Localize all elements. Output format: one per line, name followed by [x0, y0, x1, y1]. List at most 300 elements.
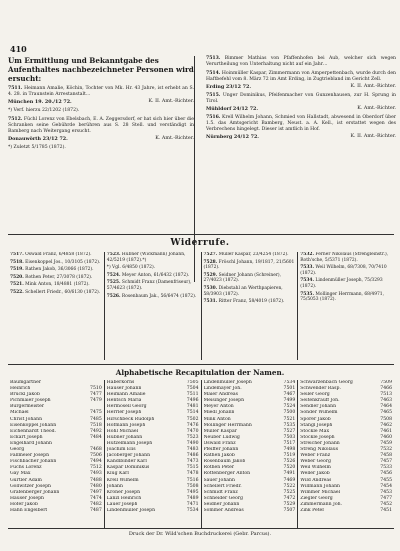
index-name: Streng Nikolaus: [300, 447, 339, 453]
index-page-ref: 7464: [380, 404, 392, 410]
index-page-ref: 7485: [90, 416, 102, 422]
index-name: Sporer Jakob: [300, 416, 331, 422]
index-page-ref: 7525: [283, 489, 296, 495]
left-entries: [8, 86, 194, 151]
wanted-entry: [8, 86, 194, 105]
index-name: Seidner Johann: [203, 501, 240, 507]
revocation-item: [300, 292, 392, 303]
revocation-number: 7517.: [10, 252, 24, 257]
entry-place-date: Mühldorf 24/12 72.: [206, 106, 259, 112]
index-column: [202, 380, 299, 528]
revocation-column: [8, 252, 105, 360]
index-name: Hübner Johann: [106, 434, 143, 440]
index-name: Hentsch Maria: [106, 398, 142, 404]
index-page-ref: 7518: [90, 422, 102, 428]
revocation-text: Diebstahl an Werthpapieren, 58/3903 (1872).: [203, 285, 283, 297]
entry-office: K. II. Amt.-Richter.: [350, 84, 396, 89]
section-divider: [8, 234, 394, 235]
revocation-item: [10, 267, 102, 273]
revocation-text: Fröschl Johann, 19/1817, 21/5601 (1872).: [203, 259, 295, 271]
wanted-entry: [206, 93, 396, 112]
index-name: Miedl Johann: [203, 410, 235, 416]
index-column: [8, 380, 105, 528]
index-page-ref: 7452: [380, 501, 392, 507]
index-name: Klug Karl: [106, 471, 129, 477]
index-page-ref: 7532: [380, 447, 392, 453]
wanted-entry: [206, 115, 396, 140]
index-name: Neuber Ludwig: [203, 434, 240, 440]
wanted-entry: [206, 71, 396, 90]
index-page-ref: 7515: [186, 465, 199, 471]
revocation-item: [204, 252, 296, 258]
index-name: Willmann Johann: [300, 483, 340, 489]
index-page-ref: 7523: [186, 434, 199, 440]
index-page-ref: 7482: [90, 501, 102, 507]
index-name: Johann: [106, 483, 123, 489]
index-name: Meyer Anton: [203, 404, 234, 410]
revocation-item: [300, 278, 392, 289]
index-name: Weber Franz: [300, 453, 331, 459]
index-page-ref: 7460: [380, 434, 392, 440]
index-page-ref: 7455: [380, 477, 392, 483]
index-name: Bürgermeister: [10, 404, 45, 410]
entry-text: Unger Dominikus, Pfeifenmacher von Gunzenhausen, zur H. Sprung in Tirol.: [206, 93, 396, 104]
revocation-number: 7529.: [203, 272, 218, 278]
entry-text: *) Verf. hierzu 22/1202 (1872).: [8, 108, 80, 113]
index-name: Hauser Johann: [106, 386, 142, 392]
index-row: [204, 508, 296, 514]
entry-text-line: [8, 145, 194, 151]
index-name: Rottenberger Anton: [203, 471, 251, 477]
index-name: Mollinger Herrmann: [203, 422, 252, 428]
index-name: Haberkorns: [106, 380, 135, 385]
entry-text-line: [8, 108, 194, 114]
revocation-number: 7524.: [106, 272, 121, 278]
index-page-ref: 7478: [186, 471, 199, 477]
entry-text: Füchl Lorenz von Ebelsbach, E. A. Zeggersdorf, er hat sich hier über die Schranken seine Gebührde berühren aus S. 28 Stell. und verständigt in Bamberg nach Weitergang ersucht.: [8, 117, 194, 134]
index-row: [107, 508, 199, 514]
index-name: Brückl Jakob: [10, 392, 40, 398]
index-column: [298, 380, 394, 528]
index-page-ref: 7472: [283, 495, 296, 501]
revocation-number: 7522.: [10, 289, 24, 295]
revocation-text: *) Vgl. 6/4850 (1872).: [106, 265, 156, 271]
index-name: Stöckle Max: [300, 428, 330, 434]
index-page-ref: 7500: [283, 410, 296, 416]
index-page-ref: 7454: [380, 483, 392, 489]
revocation-number: 7533.: [300, 265, 314, 271]
entry-text-line: [206, 93, 396, 105]
revocation-text: Schmidt Franz (Damenfriseur), 57/4623 (1872).: [106, 280, 192, 291]
revocation-item: [300, 252, 392, 263]
index-name: Michael: [10, 410, 29, 416]
entry-number: 7513.: [206, 56, 221, 61]
index-page-ref: 7479: [90, 398, 102, 404]
index-page-ref: 7484: [90, 434, 102, 440]
index-page-ref: 7517: [283, 440, 296, 446]
revocation-item: [10, 252, 102, 258]
index-page-ref: 7458: [380, 453, 392, 459]
index-name: Gay Max: [10, 471, 31, 477]
section-heading: Um Ermittlung und Bekanntgabe des Aufenthaltes nachbezeichneter Personen wird ersucht:: [8, 56, 194, 83]
index-page-ref: 7516: [186, 477, 199, 483]
entry-office: K. Amt.-Richter.: [155, 136, 194, 141]
index-page-ref: 7524: [283, 404, 296, 410]
index-page-ref: 7463: [380, 398, 392, 404]
revocation-number: 7528.: [203, 259, 218, 265]
index-row: [300, 508, 392, 514]
index-name: Hirschbeck Rudolph: [106, 416, 155, 422]
index-name: Sommer Andreas: [203, 507, 244, 513]
index-name: Lauer Joseph: [106, 501, 138, 507]
revocation-text: Ritter Franz, 58/4019 (1872).: [218, 299, 285, 305]
revocation-item: [204, 260, 296, 271]
index-page-ref: 7533: [380, 465, 392, 471]
left-column: [8, 56, 198, 282]
index-page-ref: 7453: [380, 489, 392, 495]
entry-text: Hoinmüller Kaspar, Zimmermann von Amperpettenbach, wurde durch den Haftbefehl vom 8. März 72 im Amt Erding, in Zugtriebland im Gericht Zell.: [206, 71, 396, 82]
index-name: Schwarzenbach Georg: [300, 380, 353, 385]
index-name: Hohl Michael: [106, 428, 139, 434]
index-page-ref: 7526: [283, 459, 296, 465]
index-name: Heinrich: [10, 386, 31, 392]
index-name: Rothen Peter: [203, 465, 235, 471]
index-name: Joachim Elis: [106, 447, 136, 453]
wanted-entry: [8, 145, 194, 151]
index-name: Mink Anton: [203, 416, 231, 422]
index-name: Rosenbaum Jakob: [203, 459, 246, 465]
entry-text: Krell Wilhelm Johann, Schmied von Hallstadt, abwesend in Oberdorf über 1.5. das Amtsgericht Bamberg, Neust. a. A. Kell., ist erstattet wegen des Verbrechens hingelegt. Dieser ist amtlich in Hof.: [206, 115, 396, 132]
index-name: Müller Kaspar: [203, 428, 237, 434]
index-name: Grafenberger Johann: [10, 489, 60, 495]
revocation-text: Ferner Nikolaus (Strengleinstr.), Roth'sche, 5/5371 (1872).: [300, 252, 389, 263]
revocation-number: 7535.: [300, 291, 314, 297]
entry-number: 7516.: [206, 115, 221, 120]
entry-text-line: [8, 86, 194, 98]
entry-text-line: [206, 56, 396, 68]
index-page-ref: 7456: [380, 471, 392, 477]
printer-footer: Druck der Dr. Wild'schen Buchdruckerei (Gebr. Parcus).: [128, 531, 272, 537]
index-page-ref: 7469: [283, 477, 296, 483]
index-page-ref: 7465: [380, 410, 392, 416]
index-name: Lanzl Heinrich: [106, 495, 142, 501]
index-page-ref: 7527: [283, 428, 296, 434]
index-name: Stöckle Joseph: [300, 434, 335, 440]
entry-signature: [206, 106, 396, 112]
index-name: Maier Andreas: [203, 392, 239, 398]
index-page-ref: 7466: [380, 386, 392, 392]
index-name: Eisenkoppel Johann: [10, 422, 57, 428]
index-page-ref: 7496: [186, 398, 199, 404]
entry-place-date: Donauwörth 23/12 72.: [8, 136, 68, 142]
index-name: Eichenhardt Theod.: [10, 428, 57, 434]
revocation-item: [300, 265, 392, 276]
index-page-ref: 7477: [380, 495, 392, 501]
revocation-item: [107, 280, 199, 291]
index-page-ref: 7493: [90, 471, 102, 477]
entry-number: 7514.: [206, 71, 221, 76]
index-name: Christ Johann: [10, 416, 43, 422]
index-name: Lindenmüller Joseph: [106, 507, 156, 513]
index-name: Schneider Georg: [203, 495, 243, 501]
index-name: Wild Andreas: [300, 477, 332, 483]
revocation-number: 7519.: [10, 267, 24, 273]
index-page-ref: 7459: [380, 440, 392, 446]
index-name: Wimmer Michael: [300, 489, 341, 495]
index-page-ref: 7534: [186, 507, 199, 513]
index-name: Zimmermann Joh.: [300, 501, 343, 507]
footer-divider: [8, 528, 394, 529]
index-page-ref: 7503: [283, 434, 296, 440]
entry-number: 7515.: [206, 93, 221, 98]
revocation-column: [298, 252, 394, 360]
index-name: Heimann Amalie: [106, 392, 146, 398]
entry-number: 7511.: [8, 86, 23, 91]
entry-text: *) Zuletzt 5/1785 (1872).: [8, 145, 66, 150]
index-page-ref: 7471: [186, 501, 199, 507]
index-name: Pfeiffer Johann: [203, 447, 239, 453]
index-page-ref: 7514: [186, 410, 199, 416]
index-name: Pichmaier Joseph: [10, 398, 51, 404]
entry-signature: [8, 136, 194, 142]
index-name: Weil Wilhelm: [300, 465, 331, 471]
index-page-ref: 7513: [380, 392, 392, 398]
index-name: Sendler Johann: [300, 404, 337, 410]
entry-text-line: [8, 117, 194, 135]
index-page-ref: 7504: [186, 386, 199, 392]
index-column: [105, 380, 202, 528]
index-page-ref: 7480: [90, 483, 102, 489]
index-page-ref: 7508: [380, 416, 392, 422]
revocation-item: [204, 286, 296, 297]
revocation-number: 7532.: [300, 252, 314, 257]
index-page-ref: 7473: [186, 459, 199, 465]
entry-signature: [206, 84, 396, 90]
index-name: Sonder Wilhelm: [300, 410, 338, 416]
index-name: Oswald Franz: [203, 440, 236, 446]
index-page-ref: 7510: [90, 386, 102, 392]
index-name: Rathen Jakob: [203, 453, 235, 459]
wanted-section: [8, 56, 394, 282]
index-row: [10, 508, 102, 514]
index-page-ref: 7475: [90, 410, 102, 416]
index-page-ref: 7512: [90, 465, 102, 471]
revocation-item: [204, 273, 296, 284]
entry-place-date: München 19. 20./12 72.: [8, 99, 72, 105]
index-page-ref: 7529: [283, 501, 296, 507]
wanted-entry: [8, 117, 194, 142]
index-page-ref: 7457: [380, 459, 392, 465]
entry-place-date: Erding 23/12 72.: [206, 84, 251, 90]
index-page-ref: 7451: [380, 507, 392, 513]
index-page-ref: 7498: [283, 447, 296, 453]
revocation-item: [107, 252, 199, 263]
entry-office: K. Amt.-Richter.: [357, 106, 396, 111]
index-name: Schwender Rasp.: [300, 386, 341, 392]
index-page-ref: 7509: [380, 380, 392, 385]
index-page-ref: 7519: [283, 453, 296, 459]
revocation-text: Mink Anton, 18/4881 (1872).: [25, 282, 90, 288]
index-page-ref: 7477: [90, 392, 102, 398]
index-name: Lindemayer Joh.: [203, 386, 242, 392]
revocation-text: Weil Wilhelm, 68/7308, 70/7410 (1872).: [300, 265, 387, 276]
revocation-number: 7521.: [10, 282, 24, 288]
index-name: Herrler Joseph: [106, 410, 142, 416]
index-title: Alphabetische Recapitulation der Namen.: [115, 368, 285, 377]
index-name: Seitenkrauff Joh.: [300, 398, 340, 404]
wanted-entry: [206, 56, 396, 68]
revocation-number: 7520.: [10, 274, 24, 280]
revocation-text: Oswald Franz, 6/4858 (1872).: [25, 252, 92, 257]
revocation-number: 7534.: [300, 278, 314, 284]
revocation-text: Rathen Jakob, 36/3066 (1872).: [25, 267, 94, 273]
entry-text: Bimmer Mathias von Pfaffenhofen bei Aub, welcher sich wegen Verurtheilung von Unterhaltung nicht auf ein Jahr…: [206, 56, 396, 67]
section-divider: [8, 364, 394, 365]
revocation-text: Hübner (Wickmann) Johann, 42/5219 (1872).*): [106, 252, 186, 263]
index-name: Sauer Johann: [203, 477, 235, 483]
entry-number: 7512.: [8, 117, 23, 122]
index-page-ref: 7486: [186, 453, 199, 459]
index-page-ref: 7483: [186, 447, 199, 453]
revocation-number: 7523.: [106, 252, 121, 257]
index-page-ref: 7490: [186, 440, 199, 446]
index-page-ref: 7494: [90, 459, 102, 465]
revocation-item: [10, 275, 102, 281]
page-number: 410: [10, 44, 27, 54]
index-name: Seiler Georg: [300, 392, 330, 398]
index-name: Engelhard Johann: [10, 440, 52, 446]
index-name: Jacoberger Johann: [106, 453, 151, 459]
index-name: Streicher Johann: [300, 440, 340, 446]
index-name: Schmidt Franz: [203, 489, 238, 495]
index-page-ref: 7492: [90, 428, 102, 434]
revocation-text: Rothen Peter, 27/3078 (1872).: [25, 274, 93, 280]
index-name: Gollwitzer Joseph: [10, 483, 51, 489]
right-entries: [206, 56, 396, 140]
index-name: Georg: [10, 447, 25, 453]
index-name: Gürtler Adam: [10, 477, 42, 483]
index-name: Hofer Jakob: [10, 501, 38, 507]
index-page-ref: 7499: [283, 398, 296, 404]
index-page-ref: 7481: [186, 404, 199, 410]
revocation-text: Seidner Johann (Schreiner), 27/4023 (1872).: [203, 272, 282, 284]
index-page-ref: 7511: [186, 392, 199, 398]
revocation-number: 7518.: [10, 259, 24, 265]
entry-office: K. II. Amt.-Richter.: [350, 134, 396, 139]
index-name: Meisinger Joseph: [203, 398, 245, 404]
index-page-ref: 7489: [186, 495, 199, 501]
index-name: Kaspar Dominikus: [106, 465, 150, 471]
revocation-text: Eisenkoppel Jos., 10/3105 (1872).: [25, 259, 101, 265]
index-name: Hauser Joseph: [10, 495, 45, 501]
index-page-ref: 7521: [283, 416, 296, 422]
index-name: Schellert Friedr.: [203, 483, 242, 489]
index-page-ref: 7488: [90, 477, 102, 483]
entry-signature: [206, 134, 396, 140]
index-name: Zink Peter: [300, 507, 325, 513]
revocation-number: 7526.: [106, 293, 121, 299]
revocation-number: 7527.: [203, 252, 218, 257]
index-name: Weller Jakob: [300, 471, 330, 477]
index-name: Kroner Joseph: [106, 489, 141, 495]
index-page-ref: 7468: [90, 447, 102, 453]
revocation-item: [107, 265, 199, 271]
index-page-ref: 7495: [186, 489, 199, 495]
index-name: Hutzelmann Joseph: [106, 440, 153, 446]
index-name: Hofmann Joseph: [106, 422, 146, 428]
index-page-ref: 7491: [283, 471, 296, 477]
index-page-ref: 7506: [90, 453, 102, 459]
revocation-text: Müller Kaspar, 23/4254 (1872).: [218, 252, 289, 257]
index-page-ref: 7522: [283, 483, 296, 489]
index-name: Stangl Joseph: [300, 422, 333, 428]
index-name: Hermosell Georg: [106, 404, 147, 410]
index-page-ref: 7505: [186, 380, 199, 385]
revocation-item: [10, 260, 102, 266]
revocation-item: [10, 282, 102, 288]
index-page-ref: 7502: [186, 416, 199, 422]
revocation-item: [204, 299, 296, 305]
entry-office: K. II. Amt.-Richter.: [148, 99, 194, 104]
index-name: Kandlbinder Karl: [106, 459, 147, 465]
index-name: Hahn Engelbert: [10, 507, 48, 513]
index-name: Krell Wilhelm: [106, 477, 139, 483]
index-page-ref: 7534: [283, 380, 296, 385]
index-name: Fallmeier Joseph: [10, 453, 50, 459]
revocation-text: Mollinger Herrmann, 68/4971, 75/5053 (1872).: [300, 291, 384, 303]
entry-signature: [8, 99, 194, 105]
revocation-item: [10, 290, 102, 296]
revocations-grid: [8, 252, 394, 360]
entry-place-date: Nürnberg 24/12 72.: [206, 134, 259, 140]
index-page-ref: 7474: [90, 495, 102, 501]
index-page-ref: 7461: [380, 428, 392, 434]
revocation-item: [107, 273, 199, 279]
revocation-number: 7530.: [203, 285, 218, 291]
index-page-ref: 7476: [186, 422, 199, 428]
index-name: Weber Georg: [300, 459, 331, 465]
index-page-ref: 7508: [186, 483, 199, 489]
index-name: Lindenmüller Joseph: [203, 380, 252, 385]
entry-text-line: [206, 115, 396, 133]
index-page-ref: 7507: [283, 507, 296, 513]
entry-text: Heimann Amalie, Köchin, Tochter von Mk. Hr. 43 Jahre, ist erhebt an S. 4. 28. in Traunstein Arrestanstalt…: [8, 86, 194, 97]
index-page-ref: 7470: [186, 428, 199, 434]
index-name: Fuchs Lorenz: [10, 465, 42, 471]
index-name: Ziegler Georg: [300, 495, 333, 501]
index-page-ref: 7467: [283, 392, 296, 398]
revocation-column: [105, 252, 202, 360]
revocation-text: Rosenbaum Jak., 56/6474 (1872).: [121, 293, 197, 299]
index-page-ref: 7487: [90, 507, 102, 513]
revocation-column: [202, 252, 299, 360]
column-divider: [194, 56, 195, 282]
index-page-ref: 7520: [283, 465, 296, 471]
revocation-text: Lindenmüller Joseph, 75/3293 (1872).: [300, 278, 383, 289]
revocation-text: Schellert Friedr., 60/6130 (1872).: [25, 289, 101, 295]
index-page-ref: 7535: [283, 422, 296, 428]
index-name: Eckart Joseph: [10, 434, 43, 440]
index-page-ref: 7462: [380, 422, 392, 428]
revocations-title: Widerrufe.: [170, 238, 230, 248]
revocation-number: 7531.: [203, 299, 218, 305]
entry-text-line: [206, 71, 396, 83]
index-name: Fischbacher Johann: [10, 459, 57, 465]
revocation-text: Meyer Anton, 61/6432 (1872).: [121, 272, 190, 278]
revocation-item: [107, 294, 199, 300]
revocation-number: 7525.: [106, 280, 121, 286]
index-page-ref: 7497: [90, 489, 102, 495]
